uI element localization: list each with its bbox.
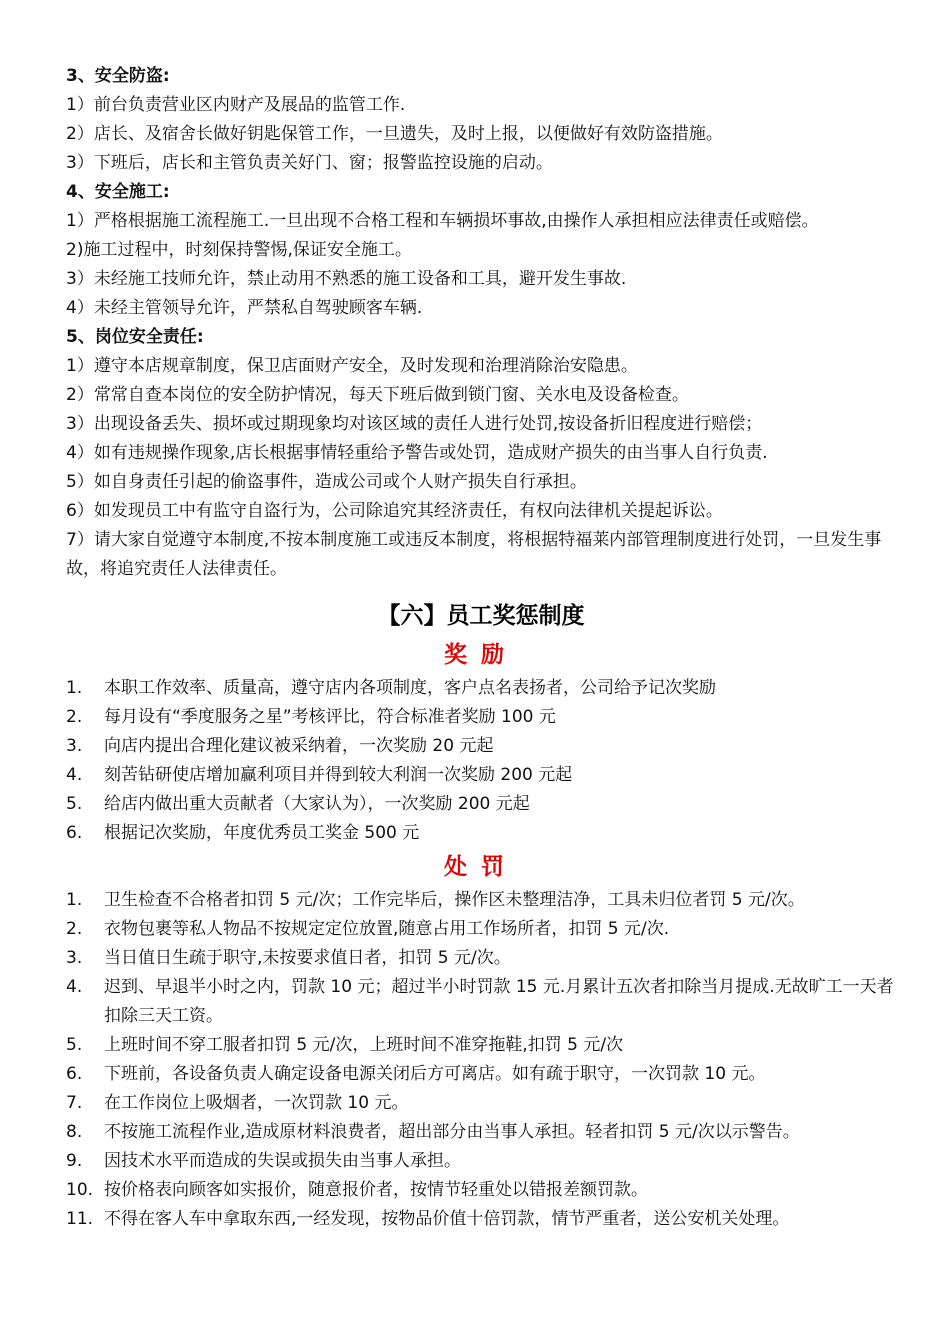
list-item-text: 上班时间不穿工服者扣罚 5 元/次，上班时间不准穿拖鞋,扣罚 5 元/次 [104,1035,624,1055]
list-item-number: 8. [66,1122,83,1142]
safety-rules-section [66,62,896,584]
reward-item [66,761,896,790]
list-item-text: 向店内提出合理化建议被采纳着，一次奖励 20 元起 [104,736,494,756]
safety-rule-line: 5）如自身责任引起的偷盗事件，造成公司或个人财产损失自行承担。 [66,472,587,492]
list-item-number: 3. [66,948,83,968]
list-item-number: 10. [66,1180,94,1200]
list-item-text: 每月设有“季度服务之星”考核评比，符合标准者奖励 100 元 [104,707,556,727]
list-item-number: 4. [66,977,83,997]
list-item-text: 不按施工流程作业,造成原材料浪费者，超出部分由当事人承担。轻者扣罚 5 元/次以示警告。 [104,1122,800,1142]
list-item-text: 根据记次奖励，年度优秀员工奖金 500 元 [104,823,420,843]
penalty-item [66,1060,896,1089]
list-item-number: 6. [66,823,83,843]
list-item-text: 在工作岗位上吸烟者，一次罚款 10 元。 [104,1093,409,1113]
list-item-number: 5. [66,794,83,814]
penalty-list [66,886,896,1234]
safety-rule-line: 3）出现设备丢失、损坏或过期现象均对该区域的责任人进行处罚,按设备折旧程度进行赔偿； [66,414,763,434]
list-item-number: 11. [66,1209,94,1229]
safety-rule-line: 2）常常自查本岗位的安全防护情况，每天下班后做到锁门窗、关水电及设备检查。 [66,385,689,405]
penalty-item [66,1118,896,1147]
safety-rule-line: 3）下班后，店长和主管负责关好门、窗；报警监控设施的启动。 [66,153,553,173]
list-item-text: 不得在客人车中拿取东西,一经发现，按物品价值十倍罚款，情节严重者，送公安机关处理。 [104,1209,790,1229]
list-item-text: 衣物包裹等私人物品不按规定定位放置,随意占用工作场所者，扣罚 5 元/次. [104,919,670,939]
list-item-text: 当日值日生疏于职守,未按要求值日者，扣罚 5 元/次。 [104,948,511,968]
document-page [66,62,896,1234]
list-item-text: 卫生检查不合格者扣罚 5 元/次；工作完毕后，操作区未整理洁净，工具未归位者罚 5 元/次。 [104,890,805,910]
penalty-item [66,1147,896,1176]
reward-list [66,674,896,848]
penalty-item [66,1089,896,1118]
reward-item [66,703,896,732]
penalty-title: 处罚 [444,854,518,880]
list-item-number: 1. [66,890,83,910]
list-item-text: 迟到、早退半小时之内，罚款 10 元；超过半小时罚款 15 元.月累计五次者扣除当月提成.无故旷工一天者扣除三天工资。 [104,977,894,1026]
penalty-item [66,1205,896,1234]
safety-rule-line: 4）如有违规操作现象,店长根据事情轻重给予警告或处罚，造成财产损失的由当事人自行负责. [66,443,768,463]
list-item-number: 1. [66,678,83,698]
reward-item [66,732,896,761]
section-title: 【六】员工奖惩制度 [377,603,585,629]
list-item-text: 下班前，各设备负责人确定设备电源关闭后方可离店。如有疏于职守，一次罚款 10 元。 [104,1064,766,1084]
safety-heading: 4、安全施工: [66,182,170,202]
penalty-item [66,944,896,973]
list-item-text: 按价格表向顾客如实报价，随意报价者，按情节轻重处以错报差额罚款。 [104,1180,648,1200]
list-item-number: 4. [66,765,83,785]
list-item-number: 2. [66,707,83,727]
list-item-text: 给店内做出重大贡献者（大家认为），一次奖励 200 元起 [104,794,530,814]
penalty-item [66,973,896,1031]
list-item-text: 刻苦钻研使店增加赢利项目并得到较大利润一次奖励 200 元起 [104,765,573,785]
list-item-text: 本职工作效率、质量高，遵守店内各项制度，客户点名表扬者，公司给予记次奖励 [104,678,716,698]
list-item-text: 因技术水平而造成的失误或损失由当事人承担。 [104,1151,461,1171]
list-item-number: 9. [66,1151,83,1171]
safety-heading: 3、安全防盗: [66,66,170,86]
penalty-item [66,886,896,915]
safety-rule-line: 1）严格根据施工流程施工.一旦出现不合格工程和车辆损坏事故,由操作人承担相应法律责任或赔偿。 [66,211,819,231]
list-item-number: 2. [66,919,83,939]
list-item-number: 5. [66,1035,83,1055]
penalty-item [66,1031,896,1060]
safety-rule-line: 3）未经施工技师允许，禁止动用不熟悉的施工设备和工具，避开发生事故. [66,269,627,289]
reward-item [66,674,896,703]
safety-rule-line: 1）遵守本店规章制度，保卫店面财产安全，及时发现和治理消除治安隐患。 [66,356,638,376]
safety-rule-line: 7）请大家自觉遵守本制度,不按本制度施工或违反本制度，将根据特福莱内部管理制度进行处罚，一旦发生事故，将追究责任人法律责任。 [66,530,882,579]
list-item-number: 7. [66,1093,83,1113]
reward-item [66,819,896,848]
safety-rule-line: 4）未经主管领导允许，严禁私自驾驶顾客车辆. [66,298,423,318]
safety-rule-line: 2）店长、及宿舍长做好钥匙保管工作，一旦遗失，及时上报，以便做好有效防盗措施。 [66,124,723,144]
safety-rule-line: 1）前台负责营业区内财产及展品的监管工作. [66,95,406,115]
reward-title: 奖励 [444,642,518,668]
penalty-item [66,1176,896,1205]
safety-rule-line: 6）如发现员工中有监守自盗行为，公司除追究其经济责任，有权向法律机关提起诉讼。 [66,501,723,521]
penalty-item [66,915,896,944]
safety-rule-line: 2)施工过程中，时刻保持警惕,保证安全施工。 [66,240,412,260]
list-item-number: 6. [66,1064,83,1084]
safety-heading: 5、岗位安全责任: [66,327,204,347]
reward-item [66,790,896,819]
list-item-number: 3. [66,736,83,756]
